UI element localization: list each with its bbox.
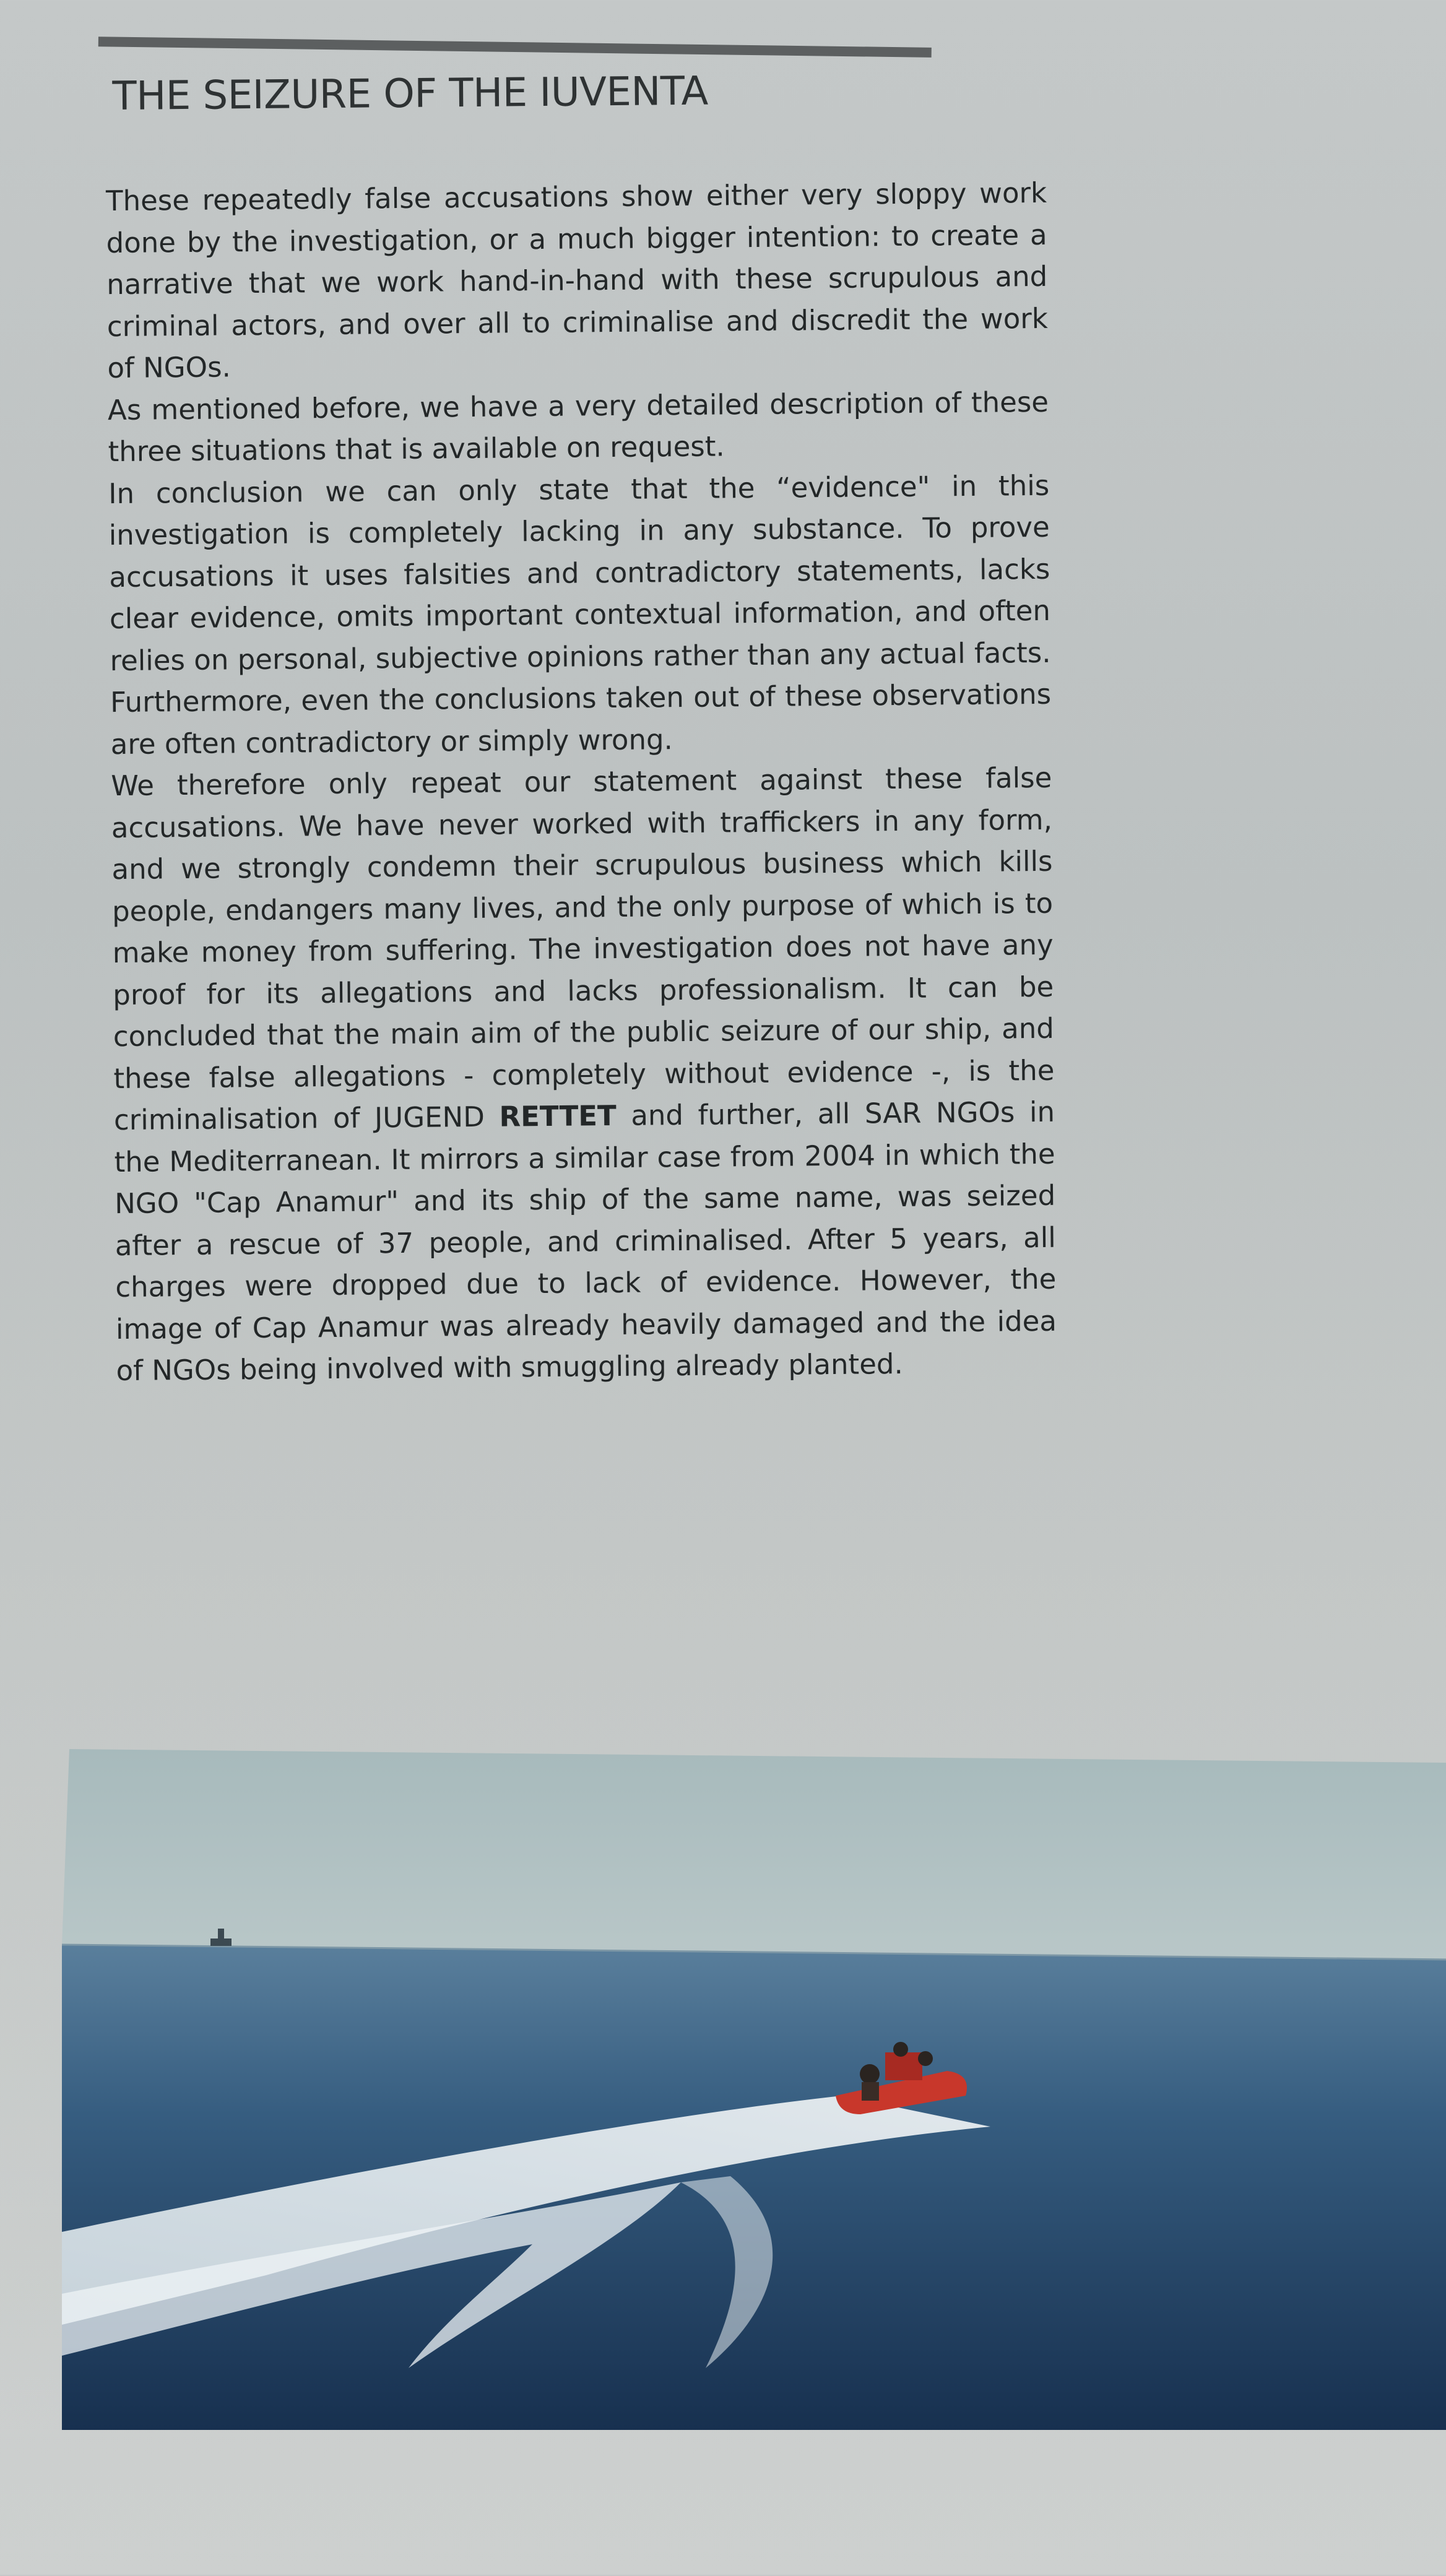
body-text: [106, 172, 1057, 1392]
sea-rescue-photo: [62, 1749, 1446, 2430]
paragraph-4-start: We therefore only repeat our statement against these false accusations. We have never worked with traffickers in any form, and we strongly condemn their scrupulous business which kills people, endangers many lives, and the only purpose of which is to make money from suffering. The investigation does not have any proof for its allegations and lacks professionalism. It can be concluded that the main aim of the public seizure of our ship, and these false allegations - completely without evidence -, is the criminalisation of: [111, 761, 1055, 1137]
top-rule-divider: [98, 37, 932, 58]
page-title: THE SEIZURE OF THE IUVENTA: [112, 68, 709, 120]
org-name-bold: RETTET: [499, 1099, 617, 1133]
photo-illustration: [62, 1749, 1446, 2430]
sea: [62, 1945, 1446, 2430]
paragraph-3: In conclusion we can only state that the “evidence" in this investigation is completely lacking in any substance. To prove accusations it uses falsities and contradictory statements, lacks clear evidence, omits important contextual information, and often relies on personal, subjective opinions rather than any actual facts. Furthermore, even the conclusions taken out of these observations are often contradictory or simply wrong.: [108, 469, 1052, 761]
paragraph-1: These repeatedly false accusations show either very sloppy work done by the investigation, or a much bigger intention: to create a narrative that we work hand-in-hand with these scrupulous and criminal actors, and over all to criminalise and discredit the work of NGOs.: [105, 176, 1049, 385]
sky: [62, 1749, 1446, 1960]
paragraph-2: As mentioned before, we have a very detailed description of these three situations that is available on request.: [107, 385, 1049, 469]
org-name: JUGEND: [374, 1100, 485, 1135]
paragraph-4-end: and further, all SAR NGOs in the Mediterranean. It mirrors a similar case from 2004 in which the NGO "Cap Anamur" and its ship of the same name, was seized after a rescue of 37 people, and criminalised. After 5 years, all charges were dropped due to lack of evidence. However, the image of Cap Anamur was already heavily damaged and the idea of NGOs being involved with smuggling already planted.: [114, 1095, 1057, 1388]
paragraph-4: [111, 757, 1057, 1392]
